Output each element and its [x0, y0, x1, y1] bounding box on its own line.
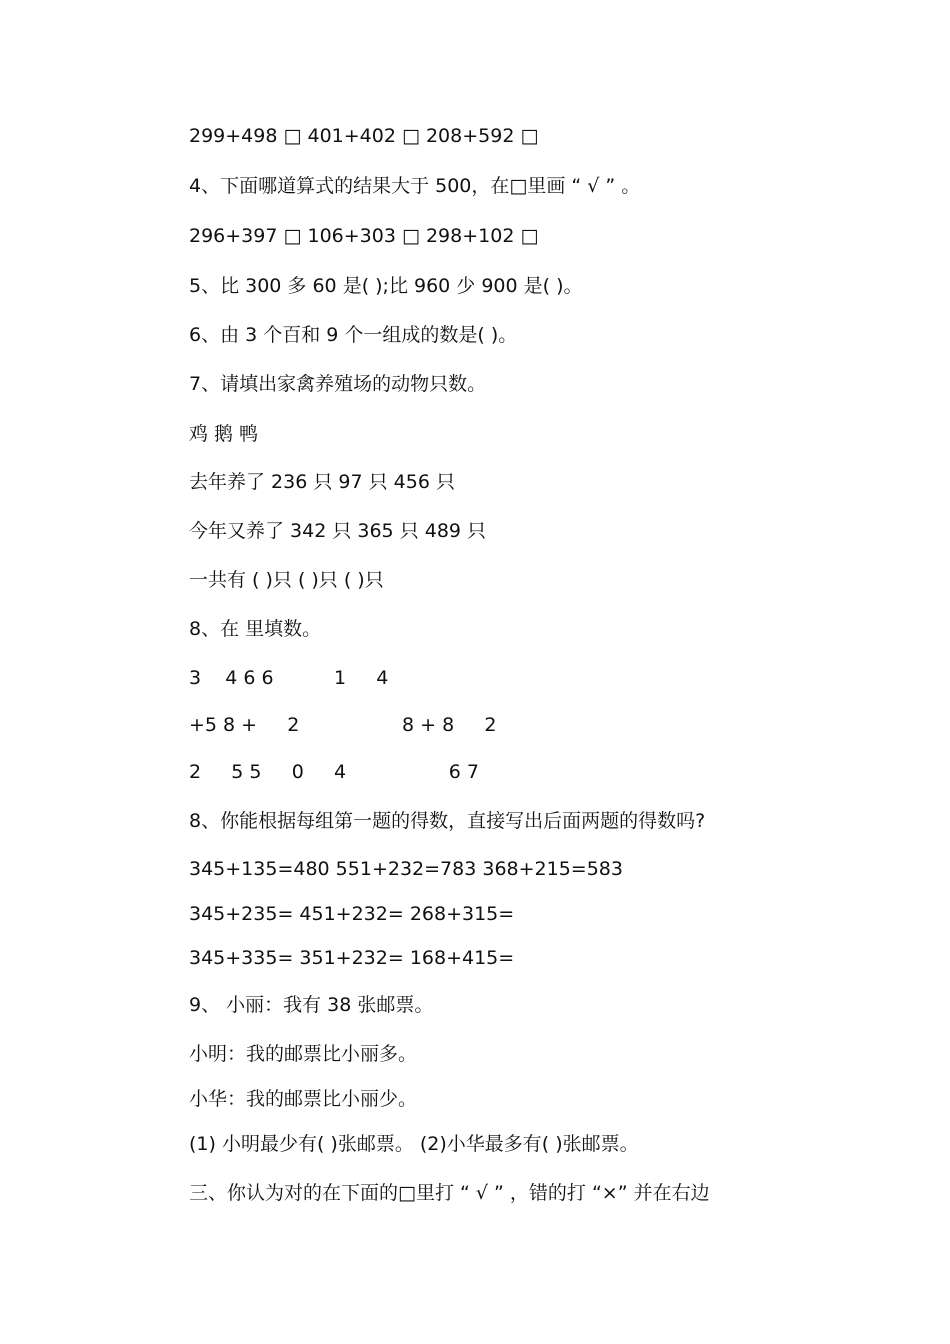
question-6: 6、由 3 个百和 9 个一组成的数是( )。 [189, 324, 518, 346]
question-4: 4、下面哪道算式的结果大于 500，在□里画 “ √ ” 。 [189, 175, 641, 197]
equations-row-1: 345+135=480 551+232=783 368+215=583 [189, 858, 623, 880]
question-8-fill: 8、在 里填数。 [189, 618, 322, 640]
question-9: 9、 小丽：我有 38 张邮票。 [189, 994, 434, 1016]
poultry-header: 鸡 鹅 鸭 [189, 423, 259, 445]
last-year-row: 去年养了 236 只 97 只 456 只 [189, 471, 455, 493]
question-8-results: 8、你能根据每组第一题的得数，直接写出后面两题的得数吗? [189, 810, 706, 832]
answer-boxes-row-1: 299+498 □ 401+402 □ 208+592 □ [189, 125, 539, 147]
question-5: 5、比 300 多 60 是( );比 960 少 900 是( )。 [189, 275, 583, 297]
equations-row-2: 345+235= 451+232= 268+315= [189, 903, 515, 925]
vertical-addition-row-1: 3 4 6 6 1 4 [189, 667, 389, 689]
xiaoming-statement: 小明：我的邮票比小丽多。 [189, 1043, 418, 1065]
question-9-answers: (1) 小明最少有( )张邮票。 (2)小华最多有( )张邮票。 [189, 1133, 639, 1155]
vertical-addition-row-2: +5 8 + 2 8 + 8 2 [189, 714, 497, 736]
total-row: 一共有 ( )只 ( )只 ( )只 [189, 569, 384, 591]
xiaohua-statement: 小华：我的邮票比小丽少。 [189, 1088, 418, 1110]
question-7: 7、请填出家禽养殖场的动物只数。 [189, 373, 487, 395]
this-year-row: 今年又养了 342 只 365 只 489 只 [189, 520, 487, 542]
answer-boxes-row-2: 296+397 □ 106+303 □ 298+102 □ [189, 225, 539, 247]
section-3-heading: 三、你认为对的在下面的□里打 “ √ ” ，错的打 “×” 并在右边 [189, 1182, 710, 1204]
vertical-addition-row-3: 2 5 5 0 4 6 7 [189, 761, 479, 783]
equations-row-3: 345+335= 351+232= 168+415= [189, 947, 515, 969]
